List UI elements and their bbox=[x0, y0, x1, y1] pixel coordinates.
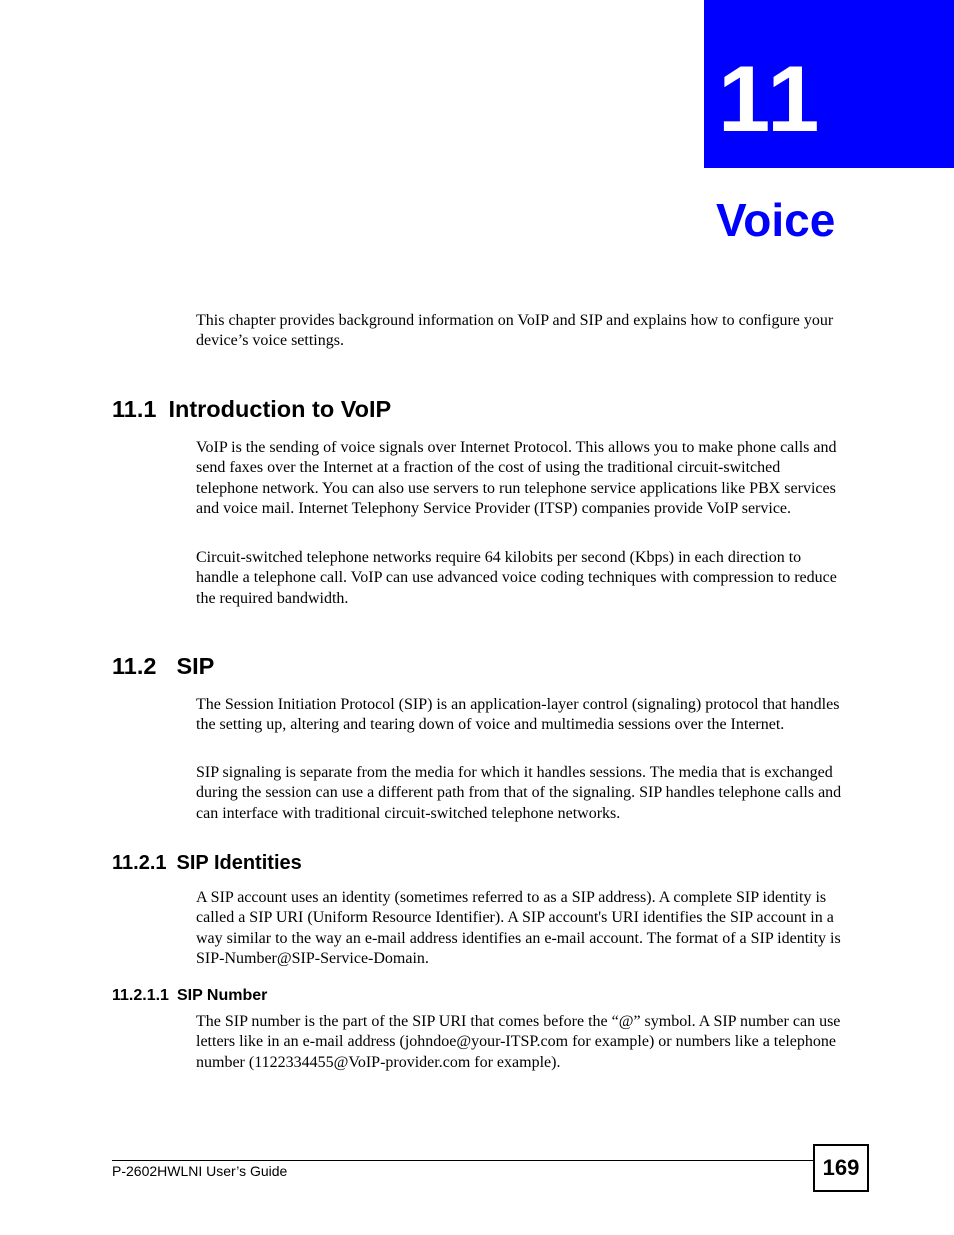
page-number-value: 169 bbox=[822, 1155, 860, 1180]
subsection-title: SIP Identities bbox=[176, 852, 302, 874]
paragraph: Circuit-switched telephone networks require 64 kilobits per second (Kbps) in each direction to handle a telephone call. VoIP can use advanced voice coding techniques with compression to reduce the required bandwidth. bbox=[196, 549, 837, 607]
section-title: SIP bbox=[176, 653, 215, 679]
subsubsection-title: SIP Number bbox=[176, 987, 268, 1004]
paragraph: SIP signaling is separate from the media for which it handles sessions. The media that is exchanged during the session can use a different path from that of the signaling. SIP handles telephone calls and can interface with traditional circuit-switched telephone networks. bbox=[196, 764, 842, 822]
paragraph: VoIP is the sending of voice signals over Internet Protocol. This allows you to make phone calls and send faxes over the Internet at a fraction of the cost of using the traditional circuit-switched telephone network. You can also use servers to run telephone service applications like PBX services and voice mail. Internet Telephony Service Provider (ITSP) companies provide VoIP service. bbox=[196, 439, 837, 518]
subsubsection-heading-11-2-1-1 bbox=[112, 986, 267, 1006]
footer-guide-title: P-2602HWLNI User’s Guide bbox=[112, 1163, 288, 1179]
chapter-intro: This chapter provides background information on VoIP and SIP and explains how to configure your device’s voice settings. bbox=[196, 312, 834, 350]
paragraph: A SIP account uses an identity (sometimes referred to as a SIP address). A complete SIP identity is called a SIP URI (Uniform Resource Identifier). A SIP account's URI identifies the SIP account in a way similar to the way an e-mail address identifies an e-mail account. The format of a SIP identity is SIP-Number@SIP-Service-Domain. bbox=[196, 889, 841, 968]
paragraph: The SIP number is the part of the SIP URI that comes before the “@” symbol. A SIP number can use letters like in an e-mail address (johndoe@your-ITSP.com for example) or numbers like a telephone number (1122334455@VoIP-provider.com for example). bbox=[196, 1013, 841, 1071]
chapter-title: Voice bbox=[716, 194, 836, 246]
subsubsection-number: 11.2.1.1 bbox=[112, 987, 169, 1004]
footer-rule bbox=[112, 1160, 813, 1161]
section-number: 11.1 bbox=[112, 396, 157, 422]
section-heading-11-1 bbox=[112, 394, 391, 424]
section-number: 11.2 bbox=[112, 653, 157, 679]
page-number bbox=[813, 1144, 869, 1192]
section-heading-11-2 bbox=[112, 651, 214, 681]
chapter-number: 11 bbox=[718, 46, 822, 151]
paragraph: The Session Initiation Protocol (SIP) is an application-layer control (signaling) protocol that handles the setting up, altering and tearing down of voice and multimedia sessions over the Internet. bbox=[196, 696, 840, 734]
subsection-heading-11-2-1 bbox=[112, 850, 302, 876]
section-title: Introduction to VoIP bbox=[168, 396, 392, 422]
subsection-number: 11.2.1 bbox=[112, 852, 167, 874]
